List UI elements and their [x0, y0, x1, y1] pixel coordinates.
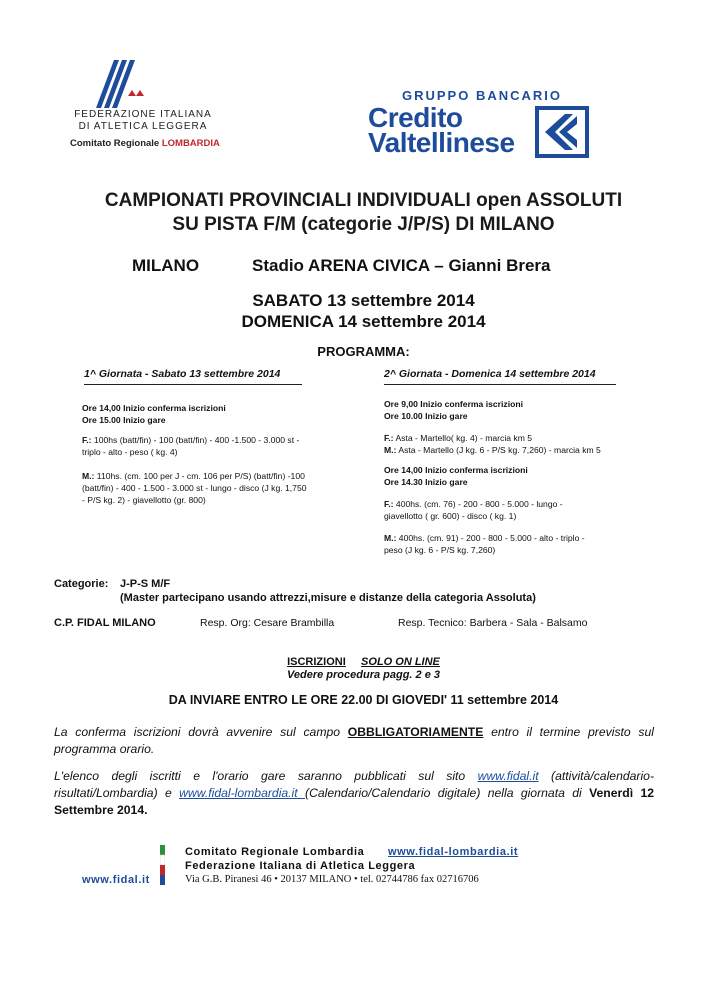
- day2-m2-text1: 400hs. (cm. 91) - 200 - 800 - 5.000 - alto - triplo -: [396, 533, 585, 543]
- date-day1: SABATO 13 settembre 2014: [252, 291, 475, 310]
- p2-part1: L'elenco degli iscritti e l'orario gare saranno pubblicati sul sito: [54, 769, 478, 783]
- day2-m2-label: M.:: [384, 533, 397, 543]
- day1-m-line2: (batt/fin) - 400 - 1.500 - 3.000 st - lungo - disco (J kg. 1,750: [82, 483, 307, 493]
- title-line1: CAMPIONATI PROVINCIALI INDIVIDUALI open ASSOLUTI: [104, 190, 623, 211]
- day2-line1: Ore 9,00 Inizio conferma iscrizioni: [384, 399, 523, 409]
- day2-f2-text1: 400hs. (cm. 76) - 200 - 800 - 5.000 - lungo -: [393, 499, 563, 509]
- organizzatore: C.P. FIDAL MILANO: [54, 617, 156, 629]
- day2-line2: Ore 10.00 Inizio gare: [384, 411, 468, 421]
- categorie-note: (Master partecipano usando attrezzi,misure e distanze della categoria Assoluta): [120, 592, 536, 604]
- footer-fidal-link[interactable]: www.fidal.it: [82, 874, 150, 886]
- fidal-name-line2: DI ATLETICA LEGGERA: [78, 121, 208, 132]
- comitato-label: Comitato Regionale: [70, 138, 160, 149]
- day1-line1: Ore 14,00 Inizio conferma iscrizioni: [82, 403, 226, 413]
- venue-stadium: Stadio ARENA CIVICA – Gianni Brera: [252, 256, 551, 275]
- iscrizioni-mode: SOLO ON LINE: [361, 656, 440, 668]
- paragraph-elenco: [54, 768, 654, 819]
- creval-logo-icon: [535, 106, 589, 158]
- fidal-name: [68, 109, 218, 133]
- p2-emphasis: Venerdì 12 Settembre 2014.: [54, 786, 654, 817]
- fidal-link[interactable]: www.fidal.it: [477, 769, 539, 783]
- footer-color-bar: [160, 845, 165, 885]
- footer-comitato: Comitato Regionale Lombardia: [185, 846, 365, 858]
- sponsor-name-line2: Valtellinese: [368, 127, 515, 158]
- day2-f: [384, 432, 532, 444]
- day2-underline: [384, 384, 616, 385]
- day1-m-line1: [82, 470, 305, 482]
- footer-address: Via G.B. Piranesi 46 • 20137 MILANO • tel. 02744786 fax 02716706: [185, 874, 479, 885]
- day1-f-text1: 100hs (batt/fin) - 100 (batt/fin) - 400 -1.500 - 3.000 st -: [91, 435, 300, 445]
- day1-f-line2: triplo - alto - peso ( kg. 4): [82, 447, 178, 457]
- p2-part2: (attività/calendario-risultati/Lombardia) e: [54, 769, 654, 800]
- comitato-region: LOMBARDIA: [161, 138, 220, 149]
- fidal-name-line1: FEDERAZIONE ITALIANA: [74, 109, 212, 120]
- day1-heading: 1^ Giornata - Sabato 13 settembre 2014: [84, 368, 281, 380]
- venue-city: MILANO: [132, 256, 200, 275]
- day1-f-label: F.:: [82, 435, 92, 445]
- categorie-value: J-P-S M/F: [120, 578, 171, 590]
- p1-after: entro il termine previsto sul programma orario.: [54, 725, 654, 756]
- iscrizioni-procedure: Vedere procedura pagg. 2 e 3: [286, 669, 441, 681]
- p2-part3: (Calendario/Calendario digitale) nella giornata di: [305, 786, 590, 800]
- date-day2: DOMENICA 14 settembre 2014: [241, 312, 486, 331]
- resp-org: Resp. Org: Cesare Brambilla: [200, 617, 335, 629]
- day1-m-line3: - P/S kg. 2) - giavellotto (gr. 800): [82, 495, 206, 505]
- paragraph-conferma: [54, 724, 654, 758]
- gruppo-bancario-label: GRUPPO BANCARIO: [402, 88, 563, 103]
- comitato-regionale-label: [70, 138, 220, 149]
- day2-f-label: F.:: [384, 433, 394, 443]
- day1-f-line1: [82, 434, 299, 446]
- resp-tecnico: Resp. Tecnico: Barbera - Sala - Balsamo: [398, 617, 588, 629]
- title-line2: SU PISTA F/M (categorie J/P/S) DI MILANO: [172, 214, 555, 235]
- sponsor-name-line1: Credito: [368, 102, 463, 133]
- day2-m: [384, 444, 601, 456]
- programma-label: PROGRAMMA:: [317, 344, 410, 359]
- day2-line4: Ore 14.30 Inizio gare: [384, 477, 468, 487]
- iscrizioni-deadline: DA INVIARE ENTRO LE ORE 22.00 DI GIOVEDI' 11 settembre 2014: [168, 693, 559, 707]
- iscrizioni-line: [0, 656, 727, 668]
- footer-website-link[interactable]: www.fidal-lombardia.it: [388, 846, 519, 858]
- day2-heading: 2^ Giornata - Domenica 14 settembre 2014: [384, 368, 596, 380]
- day2-line3: Ore 14,00 Inizio conferma iscrizioni: [384, 465, 528, 475]
- fidal-lombardia-link[interactable]: www.fidal-lombardia.it: [179, 786, 306, 800]
- day1-underline: [84, 384, 302, 385]
- day2-m-text: Asta - Martello (J kg. 6 - P/S kg. 7,260) - marcia km 5: [396, 445, 601, 455]
- day2-m2-line1: [384, 532, 585, 544]
- day1-m-label: M.:: [82, 471, 95, 481]
- categorie-label: Categorie:: [54, 578, 109, 590]
- iscrizioni-label: ISCRIZIONI: [287, 656, 346, 668]
- day1-line2: Ore 15.00 Inizio gare: [82, 415, 166, 425]
- day2-f2-label: F.:: [384, 499, 394, 509]
- day1-m-text1: 110hs. (cm. 100 per J - cm. 106 per P/S) (batt/fin) -100: [94, 471, 305, 481]
- day2-f-text: Asta - Martello( kg. 4) - marcia km 5: [393, 433, 533, 443]
- p1-emphasis: OBBLIGATORIAMENTE: [347, 725, 484, 739]
- p1-before: La conferma iscrizioni dovrà avvenire sul campo: [54, 725, 348, 739]
- day2-f2-line2: giavellotto ( gr. 600) - disco ( kg. 1): [384, 511, 517, 521]
- day2-m-label: M.:: [384, 445, 397, 455]
- footer-federazione: Federazione Italiana di Atletica Leggera: [185, 860, 416, 872]
- day2-m2-line2: peso (J kg. 6 - P/S kg. 7,260): [384, 545, 496, 555]
- day2-f2-line1: [384, 498, 563, 510]
- fidal-stripes-icon: [92, 60, 152, 110]
